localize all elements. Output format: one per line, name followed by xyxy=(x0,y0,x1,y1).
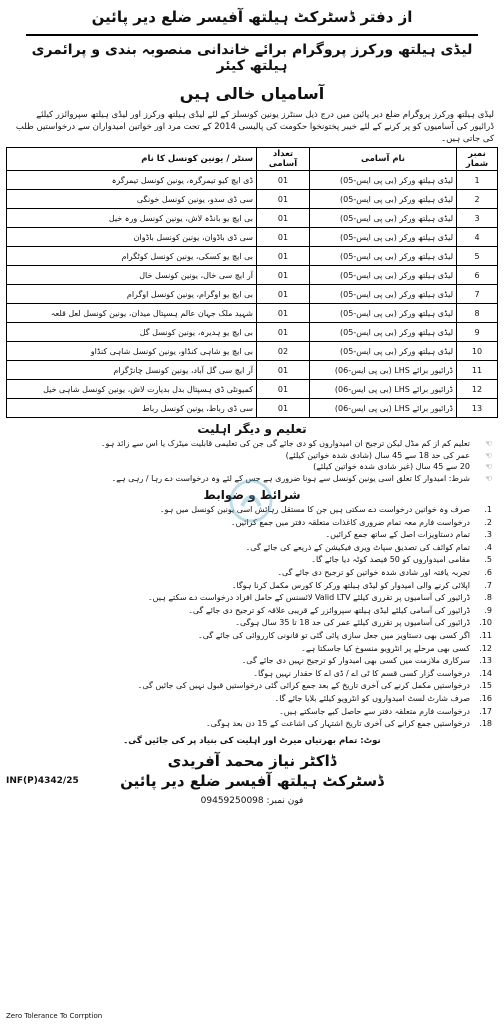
program-heading: لیڈی ہیلتھ ورکرز پروگرام برائے خاندانی منصوبہ بندی و پرائمری ہیلتھ کیئر xyxy=(26,34,478,74)
term-number: 7. xyxy=(484,580,492,590)
terms-list xyxy=(12,504,492,731)
table-body xyxy=(7,171,498,418)
cell-number: 5 xyxy=(457,247,498,266)
term-number: 18. xyxy=(479,719,492,729)
term-item xyxy=(12,580,492,593)
term-item xyxy=(12,605,492,618)
cell-number: 2 xyxy=(457,190,498,209)
table-row xyxy=(7,247,498,266)
cell-post: لیڈی ہیلتھ ورکر (بی پی ایس-05) xyxy=(310,171,457,190)
cell-post: لیڈی ہیلتھ ورکر (بی پی ایس-05) xyxy=(310,323,457,342)
qualification-text: تعلیم کم از کم مڈل لیکن ترجیح ان امیدواروں کو دی جائے گی جن کی تعلیمی قابلیت میٹرک یا اس سے زائد ہو۔ xyxy=(100,439,470,448)
qualification-item xyxy=(12,438,492,450)
cell-center: ڈی ایچ کیو تیمرگرہ، یونین کونسل تیمرگرہ xyxy=(7,171,257,190)
pointer-icon: ☜ xyxy=(484,439,492,448)
term-text: تمام دستاویزات اصل کے ساتھ جمع کرائیں۔ xyxy=(325,530,470,540)
table-row xyxy=(7,380,498,399)
cell-number: 6 xyxy=(457,266,498,285)
term-text: سرکاری ملازمت میں کسی بھی امیدوار کو ترجیح نہیں دی جائے گی۔ xyxy=(241,656,470,666)
cell-center: شہید ملک جہان عالم ہسپتال میدان، یونین کونسل لعل قلعہ xyxy=(7,304,257,323)
cell-center: بی ایچ یو بانڈہ لاش، یونین کونسل ورہ خیل xyxy=(7,209,257,228)
term-text: ڈرائیور کی آسامیوں پر تقرری کیلئے عمر کی حد 18 تا 35 سال ہوگی۔ xyxy=(235,618,470,628)
cell-number: 13 xyxy=(457,399,498,418)
term-number: 16. xyxy=(479,693,492,703)
cell-count: 02 xyxy=(257,342,310,361)
term-text: تجربہ یافتہ اور شادی شدہ خواتین کو ترجیح دی جائے گی۔ xyxy=(277,567,470,577)
qualification-title: تعلیم و دیگر اہلیت xyxy=(197,422,307,436)
qualification-item xyxy=(12,450,492,462)
column-header-number: نمبر شمار xyxy=(457,148,498,171)
term-item xyxy=(12,680,492,693)
cell-number: 11 xyxy=(457,361,498,380)
qualification-text: عمر کی حد 18 سے 45 سال (شادی شدہ خواتین کیلئے) xyxy=(285,450,470,460)
term-item xyxy=(12,554,492,567)
intro-paragraph: لیڈی ہیلتھ ورکرز پروگرام ضلع دیر پائین میں درج ذیل سنٹرز یونین کونسلز کے لئے لیڈی ہیلتھ ورکرز اور لیڈی ہیلتھ سپروائزر کیلئے ڈرائیور کی آسامیوں کو پر کرنے کے لئے خیبر پختونخوا حکومت کی پالیسی 2014 کے تحت مرد اور خواتین امیدواران سے درخواستیں طلب کی جاتی ہیں۔ xyxy=(15,110,494,144)
term-number: 2. xyxy=(484,517,492,527)
pointer-icon: ☜ xyxy=(484,462,492,471)
cell-center: بی ایچ یو کسکی، یونین کونسل کوٹگرام xyxy=(7,247,257,266)
term-text: تمام کوائف کی تصدیق سپاٹ ویری فیکیشن کے ذریعے کی جائے گی۔ xyxy=(245,542,470,552)
cell-post: لیڈی ہیلتھ ورکر (بی پی ایس-05) xyxy=(310,266,457,285)
pointer-icon: ☜ xyxy=(484,473,492,483)
cell-center: سی ڈی سدو، یونین کونسل خونگی xyxy=(7,190,257,209)
cell-count: 01 xyxy=(257,228,310,247)
vacancy-banner: آسامیاں خالی ہیں xyxy=(179,84,325,103)
column-header-count: تعداد آسامی xyxy=(257,148,310,171)
cell-post: لیڈی ہیلتھ ورکر (بی پی ایس-05) xyxy=(310,209,457,228)
table-row xyxy=(7,361,498,380)
cell-count: 01 xyxy=(257,247,310,266)
term-text: ڈرائیور کی آسامی کیلئے لیڈی ہیلتھ سپروائزر کے قریبی علاقہ کو ترجیح دی جائے گی۔ xyxy=(188,605,470,615)
term-number: 15. xyxy=(479,681,492,691)
term-text: صرف شارٹ لسٹ امیدواروں کو انٹرویو کیلئے بلایا جائے گا۔ xyxy=(274,693,470,703)
cell-number: 7 xyxy=(457,285,498,304)
cell-number: 1 xyxy=(457,171,498,190)
cell-post: ڈرائیور برائے LHS (بی پی ایس-06) xyxy=(310,380,457,399)
term-item xyxy=(12,655,492,668)
table-row xyxy=(7,304,498,323)
reference-code: INF(P)4342/25 xyxy=(6,776,79,786)
cell-post: لیڈی ہیلتھ ورکر (بی پی ایس-05) xyxy=(310,342,457,361)
term-text: درخواستیں مکمل کرنے کی آخری تاریخ کے بعد جمع کرائی گئی درخواستیں قبول نہیں کی جائیں گی۔ xyxy=(137,681,470,691)
table-row xyxy=(7,285,498,304)
term-number: 3. xyxy=(484,530,492,540)
cell-post: لیڈی ہیلتھ ورکر (بی پی ایس-05) xyxy=(310,228,457,247)
term-text: کسی بھی مرحلے پر انٹرویو منسوخ کیا جاسکتا ہے۔ xyxy=(301,643,470,653)
watermark-logo xyxy=(228,478,274,524)
cell-count: 01 xyxy=(257,285,310,304)
cell-post: لیڈی ہیلتھ ورکر (بی پی ایس-05) xyxy=(310,304,457,323)
term-item xyxy=(12,592,492,605)
term-item xyxy=(12,668,492,681)
cell-count: 01 xyxy=(257,380,310,399)
vacancy-table xyxy=(6,147,498,418)
term-item xyxy=(12,718,492,731)
cell-center: آر ایچ سی گل آباد، یونین کونسل چانڑگرام xyxy=(7,361,257,380)
term-text: درخواست فارم معہ تمام ضروری کاغذات متعلقہ دفتر میں جمع کرائیں۔ xyxy=(230,517,470,527)
column-header-post: نام آسامی xyxy=(310,148,457,171)
table-row xyxy=(7,228,498,247)
term-number: 6. xyxy=(484,567,492,577)
table-row xyxy=(7,342,498,361)
term-text: ڈرائیور کی آسامیوں پر تقرری کیلئے Valid LTV لائسنس کے حامل افراد درخواست دے سکتے ہیں۔ xyxy=(147,593,470,603)
qualification-item xyxy=(12,461,492,473)
cell-count: 01 xyxy=(257,323,310,342)
column-header-center: سنٹر / یونین کونسل کا نام xyxy=(7,148,257,171)
cell-center: بی ایچ یو ہدیرہ، یونین کونسل گل xyxy=(7,323,257,342)
phone-line xyxy=(6,796,498,806)
cell-post: لیڈی ہیلتھ ورکر (بی پی ایس-05) xyxy=(310,285,457,304)
cell-center: سی ڈی رباط، یونین کونسل رباط xyxy=(7,399,257,418)
term-item xyxy=(12,693,492,706)
cell-center: بی ایچ یو شاہی کنڈاو، یونین کونسل شاہی کنڈاو xyxy=(7,342,257,361)
term-number: 13. xyxy=(479,656,492,666)
cell-center: آر ایچ سی خال، یونین کونسل خال xyxy=(7,266,257,285)
cell-number: 12 xyxy=(457,380,498,399)
signatory-title: ڈسٹرکٹ ہیلتھ آفیسر ضلع دیر پائین xyxy=(120,771,384,790)
cell-count: 01 xyxy=(257,361,310,380)
cell-number: 4 xyxy=(457,228,498,247)
term-item xyxy=(12,630,492,643)
cell-number: 10 xyxy=(457,342,498,361)
term-number: 11. xyxy=(479,630,492,640)
term-item xyxy=(12,706,492,719)
cell-count: 01 xyxy=(257,399,310,418)
cell-number: 3 xyxy=(457,209,498,228)
signatory-name: ڈاکٹر نیاز محمد آفریدی xyxy=(167,751,337,770)
terms-title: شرائط و ضوابط xyxy=(203,488,301,502)
term-number: 8. xyxy=(484,593,492,603)
cell-count: 01 xyxy=(257,171,310,190)
cell-count: 01 xyxy=(257,304,310,323)
office-heading: از دفتر ڈسٹرکٹ ہیلتھ آفیسر ضلع دیر پائین xyxy=(91,8,413,26)
note-text: نوٹ: تمام بھرتیاں میرٹ اور اہلیت کی بنیاد پر کی جائیں گی۔ xyxy=(123,735,381,746)
term-number: 5. xyxy=(484,555,492,565)
term-number: 10. xyxy=(479,618,492,628)
cell-post: ڈرائیور برائے LHS (بی پی ایس-06) xyxy=(310,399,457,418)
term-item xyxy=(12,542,492,555)
cell-number: 8 xyxy=(457,304,498,323)
term-text: مقامی امیدواروں کو 50 فیصد کوٹہ دیا جائے گا۔ xyxy=(311,555,470,565)
term-number: 14. xyxy=(479,668,492,678)
cell-count: 01 xyxy=(257,266,310,285)
table-row xyxy=(7,209,498,228)
term-text: درخواستیں جمع کرانے کی آخری تاریخ اشتہار کی اشاعت کے 15 دن بعد ہوگی۔ xyxy=(205,719,470,729)
term-number: 4. xyxy=(484,542,492,552)
qualification-text: شرط: امیدوار کا تعلق اسی یونین کونسل سے ہونا ضروری ہے جس کے لئے وہ درخواست دے رہا / رہی ہے۔ xyxy=(111,473,470,483)
term-item xyxy=(12,567,492,580)
table-row xyxy=(7,171,498,190)
cell-count: 01 xyxy=(257,209,310,228)
cell-center: بی ایچ یو اوگرام، یونین کونسل اوگرام xyxy=(7,285,257,304)
phone-number: 09459250098 xyxy=(200,795,264,806)
table-row xyxy=(7,266,498,285)
term-text: اگر کسی بھی دستاویز میں جعل سازی پائی گئی تو قانونی کارروائی کی جائے گی۔ xyxy=(198,630,470,640)
footer-slogan: Zero Tolerance To Corrption xyxy=(6,1012,103,1020)
term-number: 9. xyxy=(484,605,492,615)
term-number: 1. xyxy=(484,505,492,514)
term-number: 17. xyxy=(479,706,492,716)
cell-post: لیڈی ہیلتھ ورکر (بی پی ایس-05) xyxy=(310,247,457,266)
term-text: درخواست فارم متعلقہ دفتر سے حاصل کیے جاسکتے ہیں۔ xyxy=(279,706,470,716)
cell-post: ڈرائیور برائے LHS (بی پی ایس-06) xyxy=(310,361,457,380)
cell-post: لیڈی ہیلتھ ورکر (بی پی ایس-05) xyxy=(310,190,457,209)
table-row xyxy=(7,190,498,209)
term-text: صرف وہ خواتین درخواست دے سکتی ہیں جن کا مستقل رہائش اسی یونین کونسل میں ہو۔ xyxy=(159,505,470,514)
term-item xyxy=(12,643,492,656)
qualification-text: 20 سے 45 سال (غیر شادی شدہ خواتین کیلئے) xyxy=(313,462,470,471)
table-row xyxy=(7,323,498,342)
term-item xyxy=(12,529,492,542)
phone-label: فون نمبر: xyxy=(266,795,304,806)
cell-number: 9 xyxy=(457,323,498,342)
term-item xyxy=(12,617,492,630)
table-row xyxy=(7,399,498,418)
term-text: درخواست گزار کسی قسم کا ٹی اے / ڈی اے کا حقدار نہیں ہوگا۔ xyxy=(253,668,470,678)
term-text: اپلائی کرنے والی امیدوار کو لیڈی ہیلتھ ورکر کا کورس مکمل کرنا ہوگا۔ xyxy=(231,580,470,590)
cell-count: 01 xyxy=(257,190,310,209)
cell-center: کمیونٹی ڈی ہسپتال بدل بدیارت لاش، یونین کونسل شاہی خیل xyxy=(7,380,257,399)
cell-center: سی ڈی باڈوان، یونین کونسل باڈوان xyxy=(7,228,257,247)
table-header-row xyxy=(7,148,498,171)
pointer-icon: ☜ xyxy=(484,450,492,460)
term-number: 12. xyxy=(479,643,492,653)
